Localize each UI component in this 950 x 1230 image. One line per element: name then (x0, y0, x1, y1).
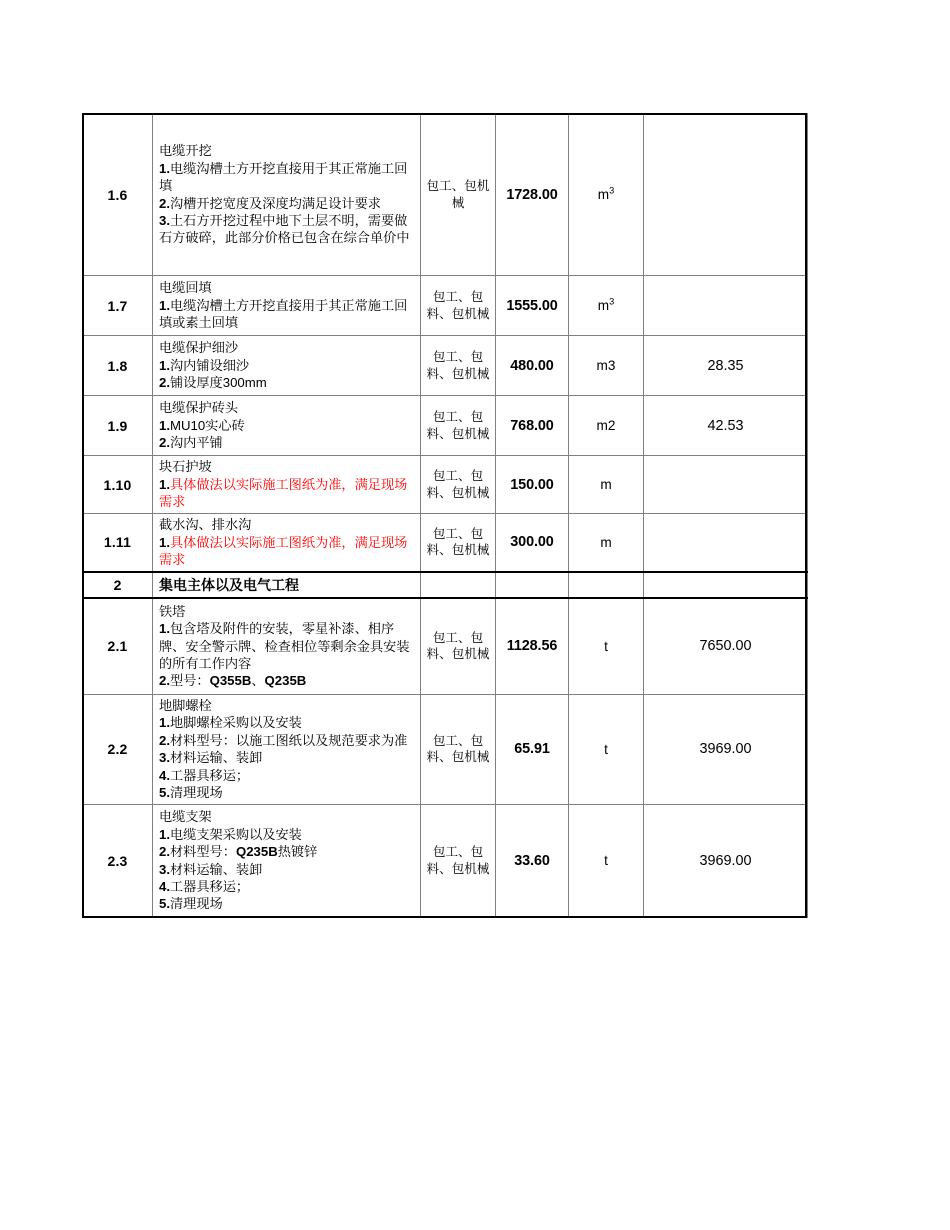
quantity-value: 1728.00 (506, 186, 558, 203)
cell-unit-price[interactable] (644, 276, 808, 336)
scope-value: 包工、包机械 (426, 179, 490, 210)
item-text: 沟内铺设细沙 (170, 357, 250, 373)
table-row (83, 695, 808, 805)
scope-value: 包工、包料、包机械 (426, 410, 490, 441)
description-item (159, 843, 416, 860)
description-item (159, 749, 416, 766)
description-content (153, 140, 420, 249)
cell-unit[interactable] (569, 276, 644, 336)
code-value: 1.6 (107, 186, 128, 203)
description-title: 电缆保护细沙 (159, 340, 239, 356)
item-text: 清理现场 (170, 785, 223, 801)
section-header-row (83, 572, 808, 598)
item-text: 电缆沟槽土方开挖直接用于其正常施工回填或素土回填 (159, 297, 408, 331)
description-item (159, 861, 416, 878)
cell-scope[interactable] (421, 114, 496, 276)
unit-price-value: 7650.00 (699, 638, 752, 655)
description-content (153, 695, 420, 804)
item-text: 材料运输、装卸 (170, 861, 263, 877)
unit-value: m3 (596, 358, 616, 373)
cell-section-qty[interactable] (496, 572, 569, 598)
cell-section-price[interactable] (644, 572, 808, 598)
cell-unit-price[interactable] (644, 456, 808, 514)
item-text: 具体做法以实际施工图纸为准，满足现场需求 (159, 476, 408, 510)
unit-exponent: 3 (609, 185, 615, 196)
cell-code[interactable] (83, 114, 153, 276)
unit-price-value (644, 540, 807, 544)
description-item (159, 784, 416, 801)
boq-table-container (82, 113, 807, 918)
unit-price-value: 3969.00 (699, 741, 752, 758)
cell-code[interactable] (83, 396, 153, 456)
cell-scope[interactable] (421, 276, 496, 336)
cell-unit[interactable] (569, 598, 644, 695)
cell-unit[interactable] (569, 514, 644, 572)
cell-quantity[interactable] (496, 114, 569, 276)
description-content (153, 514, 420, 570)
item-text: 材料运输、装卸 (170, 750, 263, 766)
description-item (159, 195, 416, 212)
cell-code[interactable] (83, 514, 153, 572)
item-text: 沟内平铺 (170, 435, 223, 451)
description-title: 电缆开挖 (159, 143, 212, 159)
cell-quantity[interactable] (496, 336, 569, 396)
unit-price-value (644, 304, 807, 308)
description-item (159, 297, 416, 332)
quantity-value: 33.60 (514, 852, 550, 869)
description-title: 电缆回填 (159, 280, 212, 296)
cell-scope[interactable] (421, 336, 496, 396)
description-content (153, 806, 420, 915)
quantity-value: 768.00 (510, 417, 554, 434)
cell-unit-price[interactable] (644, 396, 808, 456)
item-text: 电缆支架采购以及安装 (170, 826, 302, 842)
cell-section-code[interactable] (83, 572, 153, 598)
quantity-value: 1555.00 (506, 297, 558, 314)
scope-value: 包工、包料、包机械 (426, 845, 490, 876)
code-value: 2.3 (107, 852, 128, 869)
unit-value: m (600, 534, 612, 550)
unit-value: t (604, 853, 608, 869)
item-number: 1. (159, 534, 170, 550)
material-model: Q355B (209, 673, 252, 689)
unit-value: $m^3$ (597, 185, 615, 202)
cell-scope[interactable] (421, 695, 496, 805)
unit-value: $m^3$ (597, 296, 615, 313)
cell-unit-price[interactable] (644, 695, 808, 805)
table-row (83, 276, 808, 336)
description-item (159, 895, 416, 912)
item-number: 1. (159, 160, 170, 176)
description-item (159, 767, 416, 784)
item-number: 2. (159, 844, 170, 860)
section-code: 2 (113, 576, 122, 593)
quantity-value: 65.91 (514, 741, 550, 758)
table-row (83, 396, 808, 456)
unit-price-value (644, 193, 807, 197)
item-number: 3. (159, 750, 170, 766)
unit-price-value: 3969.00 (699, 852, 752, 869)
item-number: 2. (159, 195, 170, 211)
item-number: 1. (159, 476, 170, 492)
cell-description[interactable] (153, 276, 421, 336)
cell-unit-price[interactable] (644, 336, 808, 396)
description-item (159, 374, 416, 391)
table-row (83, 804, 808, 917)
cell-description[interactable] (153, 336, 421, 396)
code-value: 2.1 (107, 638, 128, 655)
cell-scope[interactable] (421, 598, 496, 695)
unit-value: m (600, 477, 612, 492)
table-row (83, 514, 808, 572)
description-content (153, 337, 420, 393)
cell-description[interactable] (153, 396, 421, 456)
quantity-value: 150.00 (510, 476, 554, 493)
description-item (159, 714, 416, 731)
unit-price-value (644, 483, 807, 487)
quantity-value: 300.00 (510, 534, 554, 551)
code-value: 1.7 (107, 297, 128, 314)
cell-unit[interactable] (569, 695, 644, 805)
cell-unit-price[interactable] (644, 804, 808, 917)
description-item (159, 826, 416, 843)
item-text: 电缆沟槽土方开挖直接用于其正常施工回填 (159, 160, 408, 194)
cell-unit[interactable] (569, 804, 644, 917)
item-number: 4. (159, 767, 170, 783)
item-number: 3. (159, 212, 170, 228)
item-text: 型号：Q355B、Q235B (170, 673, 307, 689)
description-title: 电缆支架 (159, 809, 212, 825)
item-number: 2. (159, 732, 170, 748)
item-number: 2. (159, 673, 170, 689)
description-item (159, 620, 416, 672)
item-text: 工器具移运； (170, 767, 250, 783)
cell-scope[interactable] (421, 456, 496, 514)
scope-value: 包工、包料、包机械 (426, 630, 490, 662)
item-number: 2. (159, 435, 170, 451)
cell-scope[interactable] (421, 804, 496, 917)
cell-code[interactable] (83, 695, 153, 805)
cell-unit-price[interactable] (644, 114, 808, 276)
item-number: 5. (159, 896, 170, 912)
description-content (153, 601, 420, 692)
item-number: 1. (159, 715, 170, 731)
item-number: 1. (159, 826, 170, 842)
cell-unit[interactable] (569, 456, 644, 514)
cell-description[interactable] (153, 114, 421, 276)
cell-code[interactable] (83, 276, 153, 336)
table-row (83, 598, 808, 695)
item-number: 1. (159, 417, 170, 433)
quantity-value: 1128.56 (506, 638, 558, 655)
cell-quantity[interactable] (496, 276, 569, 336)
description-content (153, 456, 420, 512)
description-item (159, 476, 416, 511)
item-number: 3. (159, 861, 170, 877)
item-text: 包含塔及附件的安装，零星补漆、相序牌、安全警示牌、检查相位等剩余金具安装的所有工作内容 (159, 621, 410, 671)
quantity-value: 480.00 (510, 357, 554, 374)
item-number: 1. (159, 621, 170, 637)
code-value: 1.8 (107, 357, 128, 374)
cell-description[interactable] (153, 695, 421, 805)
table-row (83, 114, 808, 276)
cell-description[interactable] (153, 514, 421, 572)
item-number: 4. (159, 878, 170, 894)
unit-value: t (604, 638, 608, 654)
cell-description[interactable] (153, 456, 421, 514)
description-item (159, 212, 416, 247)
cell-unit[interactable] (569, 396, 644, 456)
description-item (159, 417, 416, 434)
item-number: 1. (159, 357, 170, 373)
unit-price-value: 28.35 (707, 357, 744, 374)
item-text: 铺设厚度300mm (170, 375, 267, 391)
cell-unit-price[interactable] (644, 514, 808, 572)
cell-unit-price[interactable] (644, 598, 808, 695)
cell-quantity[interactable] (496, 456, 569, 514)
item-number: 5. (159, 785, 170, 801)
scope-value: 包工、包料、包机械 (426, 469, 490, 500)
item-text: 沟槽开挖宽度及深度均满足设计要求 (170, 195, 381, 211)
item-number: 1. (159, 297, 170, 313)
description-item (159, 732, 416, 749)
description-content (153, 397, 420, 453)
cell-unit[interactable] (569, 336, 644, 396)
cell-quantity[interactable] (496, 514, 569, 572)
item-number: 2. (159, 375, 170, 391)
description-title: 截水沟、排水沟 (159, 517, 252, 533)
item-text: 清理现场 (170, 896, 223, 912)
item-text: 具体做法以实际施工图纸为准，满足现场需求 (159, 534, 408, 567)
boq-table (82, 113, 808, 918)
cell-code[interactable] (83, 598, 153, 695)
item-text: 地脚螺栓采购以及安装 (170, 715, 302, 731)
description-title: 块石护坡 (159, 459, 212, 475)
cell-scope[interactable] (421, 396, 496, 456)
material-model: Q235B (264, 673, 307, 689)
cell-section-scope[interactable] (421, 572, 496, 598)
material-model: Q235B (235, 844, 278, 860)
cell-code[interactable] (83, 336, 153, 396)
code-value: 1.11 (103, 534, 132, 551)
description-item (159, 878, 416, 895)
description-item (159, 534, 416, 569)
description-title: 铁塔 (159, 603, 186, 619)
description-item (159, 357, 416, 374)
description-title: 地脚螺栓 (159, 698, 212, 713)
description-content (153, 277, 420, 333)
cell-quantity[interactable] (496, 695, 569, 805)
description-item (159, 434, 416, 451)
item-text: 土石方开挖过程中地下土层不明，需要做石方破碎，此部分价格已包含在综合单价中 (159, 212, 410, 246)
scope-value: 包工、包料、包机械 (426, 526, 490, 558)
cell-description[interactable] (153, 804, 421, 917)
unit-price-value: 42.53 (707, 417, 744, 434)
code-value: 1.9 (107, 417, 128, 434)
unit-exponent: 3 (609, 296, 615, 307)
table-row (83, 336, 808, 396)
description-item (159, 672, 416, 689)
cell-unit[interactable] (569, 114, 644, 276)
item-text: MU10实心砖 (170, 417, 245, 433)
scope-value: 包工、包料、包机械 (426, 733, 490, 765)
description-title: 电缆保护砖头 (159, 400, 239, 416)
unit-value: t (604, 741, 608, 757)
cell-quantity[interactable] (496, 804, 569, 917)
unit-value: m2 (596, 418, 616, 433)
item-text: 材料型号：以施工图纸以及规范要求为准 (170, 732, 408, 748)
scope-value: 包工、包料、包机械 (426, 350, 490, 381)
item-text: 材料型号：Q235B热镀锌 (170, 844, 318, 860)
cell-quantity[interactable] (496, 598, 569, 695)
cell-section-unit[interactable] (569, 572, 644, 598)
item-text: 工器具移运； (170, 878, 250, 894)
cell-quantity[interactable] (496, 396, 569, 456)
cell-section-label[interactable] (153, 572, 421, 598)
description-item (159, 160, 416, 195)
cell-code[interactable] (83, 456, 153, 514)
section-label: 集电主体以及电气工程 (159, 576, 299, 593)
code-value: 2.2 (107, 741, 128, 758)
table-row (83, 456, 808, 514)
scope-value: 包工、包料、包机械 (426, 290, 490, 321)
code-value: 1.10 (103, 476, 132, 493)
cell-code[interactable] (83, 804, 153, 917)
cell-description[interactable] (153, 598, 421, 695)
cell-scope[interactable] (421, 514, 496, 572)
